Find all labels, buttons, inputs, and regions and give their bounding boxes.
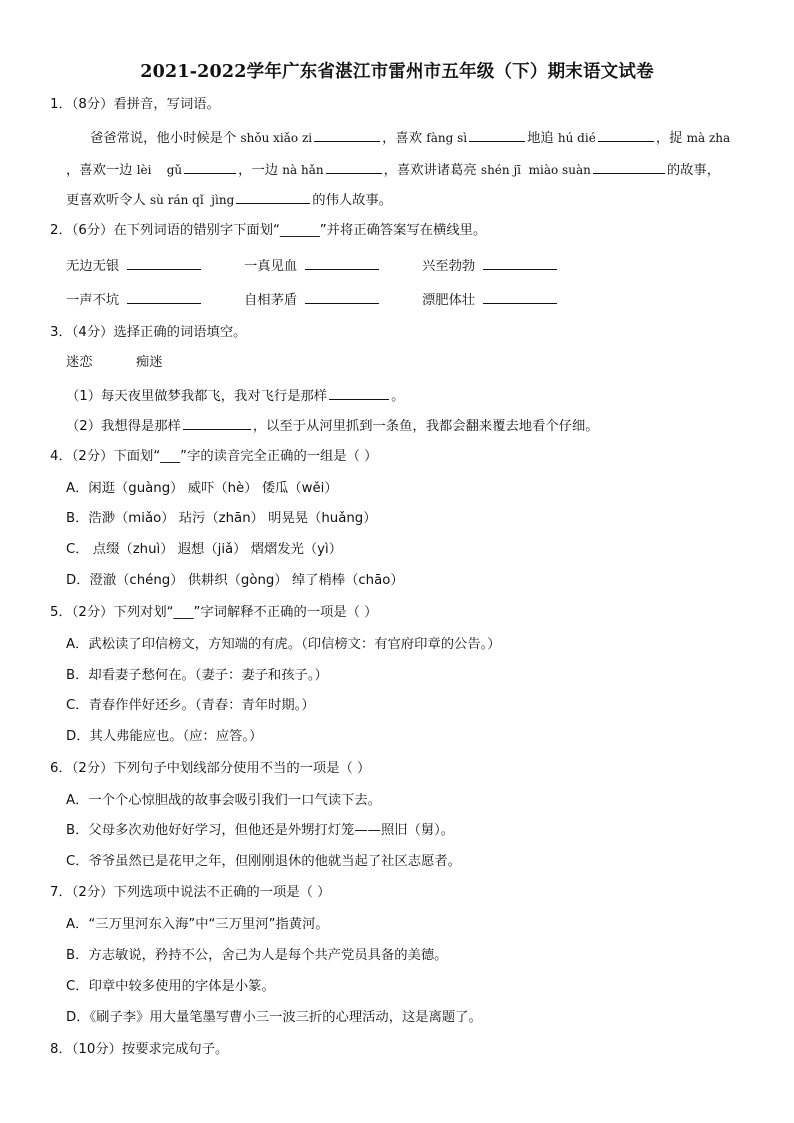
question-3-sentence-1 bbox=[66, 386, 404, 406]
option-b: B．父母多次劝他好好学习，但他还是外甥打灯笼——照旧（舅）。 bbox=[66, 823, 455, 838]
q1-text: 爸爸常说，他小时候是个 bbox=[90, 131, 241, 146]
word-item bbox=[422, 256, 559, 276]
q1-text: 地追 bbox=[527, 131, 558, 146]
q1-text: 的伟人故事。 bbox=[312, 193, 393, 208]
word-item bbox=[422, 290, 559, 310]
word-item bbox=[66, 256, 203, 276]
question-5-heading: 5．（2分）下列对划“___”字词解释不正确的一项是（ ） bbox=[50, 605, 378, 620]
answer-blank[interactable] bbox=[329, 386, 389, 400]
option-b: B．浩渺（miǎo） 玷污（zhān） 明晃晃（huǎng） bbox=[66, 511, 377, 526]
q3-text: （1）每天夜里做梦我都飞，我对飞行是那样 bbox=[66, 389, 328, 404]
question-2-heading: 2．（6分）在下列词语的错别字下面划“______”并将正确答案写在横线里。 bbox=[50, 223, 487, 238]
q1-text: 的故事， bbox=[666, 163, 721, 178]
word: 一真见血 bbox=[244, 259, 298, 274]
question-1-line-1 bbox=[90, 128, 730, 148]
question-7-heading: 7．（2分）下列选项中说法不正确的一项是（ ） bbox=[50, 885, 331, 900]
question-3-heading: 3．（4分）选择正确的词语填空。 bbox=[50, 325, 247, 340]
question-1-line-3 bbox=[66, 190, 392, 210]
word: 兴至勃勃 bbox=[422, 259, 476, 274]
question-8-heading: 8．（10分）按要求完成句子。 bbox=[50, 1042, 229, 1057]
answer-blank[interactable] bbox=[236, 190, 310, 204]
word-item bbox=[66, 290, 203, 310]
pinyin: shǒu xiǎo zi bbox=[240, 131, 313, 145]
word-item bbox=[244, 290, 381, 310]
pinyin: hú dié bbox=[557, 131, 596, 145]
q3-text: 。 bbox=[391, 389, 405, 404]
exam-title: 2021-2022学年广东省湛江市雷州市五年级（下）期末语文试卷 bbox=[140, 62, 654, 82]
option-c: C． 点缀（zhuì） 遐想（jiǎ） 熠熠发光（yì） bbox=[66, 542, 343, 557]
pinyin: lèi gǔ bbox=[136, 163, 183, 177]
q1-text: ，喜欢 bbox=[382, 131, 427, 146]
answer-blank[interactable] bbox=[305, 256, 379, 270]
answer-blank[interactable] bbox=[469, 128, 525, 142]
question-6-heading: 6．（2分）下列句子中划线部分使用不当的一项是（ ） bbox=[50, 761, 371, 776]
option-a: A．武松读了印信榜文，方知端的有虎。（印信榜文：有官府印章的公告。） bbox=[66, 637, 501, 652]
answer-blank[interactable] bbox=[127, 290, 201, 304]
answer-blank[interactable] bbox=[326, 160, 382, 174]
option-d: D．《刷子李》用大量笔墨写曹小三一波三折的心理活动，这是离题了。 bbox=[66, 1010, 482, 1025]
option-b: B．方志敏说，矜持不公，舍己为人是每个共产党员具备的美德。 bbox=[66, 948, 448, 963]
q1-text: 更喜欢听令人 bbox=[66, 193, 151, 208]
answer-blank[interactable] bbox=[183, 416, 251, 430]
answer-blank[interactable] bbox=[483, 290, 557, 304]
q1-text: ，喜欢讲诸葛亮 bbox=[383, 163, 481, 178]
q1-text: ，捉 bbox=[655, 131, 687, 146]
word: 漂肥体壮 bbox=[422, 293, 476, 308]
answer-blank[interactable] bbox=[483, 256, 557, 270]
answer-blank[interactable] bbox=[314, 128, 380, 142]
option-a: A．“三万里河东入海”中“三万里河”指黄河。 bbox=[66, 917, 329, 932]
word: 无边无银 bbox=[66, 259, 120, 274]
word: 自相茅盾 bbox=[244, 293, 298, 308]
question-3-sentence-2 bbox=[66, 416, 599, 436]
question-1-line-2 bbox=[66, 160, 720, 180]
answer-blank[interactable] bbox=[598, 128, 654, 142]
option-a: A．一个个心惊胆战的故事会吸引我们一口气读下去。 bbox=[66, 793, 381, 808]
word: 一声不坑 bbox=[66, 293, 120, 308]
answer-blank[interactable] bbox=[305, 290, 379, 304]
answer-blank[interactable] bbox=[127, 256, 201, 270]
option-d: D．其人弗能应也。（应：应答。） bbox=[66, 729, 263, 744]
q1-text: ，喜欢一边 bbox=[66, 163, 137, 178]
answer-blank[interactable] bbox=[184, 160, 236, 174]
option-d: D．澄澈（chéng） 供耕织（gòng） 绰了梢棒（chāo） bbox=[66, 573, 404, 588]
q3-text: （2）我想得是那样 bbox=[66, 419, 181, 434]
q3-text: ，以至于从河里抓到一条鱼，我都会翻来覆去地看个仔细。 bbox=[252, 419, 599, 434]
word-option: 痴迷 bbox=[136, 355, 163, 370]
option-a: A．闲逛（guàng） 威吓（hè） 倭瓜（wěi） bbox=[66, 481, 338, 496]
pinyin: nà hǎn bbox=[282, 163, 324, 177]
pinyin: shén jī miào suàn bbox=[480, 163, 591, 177]
pinyin: sù rán qǐ jìng bbox=[150, 193, 235, 207]
option-b: B．却看妻子愁何在。（妻子：妻子和孩子。） bbox=[66, 668, 328, 683]
answer-blank[interactable] bbox=[593, 160, 665, 174]
pinyin: mà zha bbox=[686, 131, 731, 145]
word-item bbox=[244, 256, 381, 276]
option-c: C．青春作伴好还乡。（青春：青年时期。） bbox=[66, 698, 315, 713]
word-option: 迷恋 bbox=[66, 355, 93, 370]
question-4-heading: 4．（2分）下面划“___”字的读音完全正确的一组是（ ） bbox=[50, 449, 378, 464]
pinyin: fàng sì bbox=[426, 131, 468, 145]
option-c: C．爷爷虽然已是花甲之年，但刚刚退休的他就当起了社区志愿者。 bbox=[66, 854, 461, 869]
option-c: C．印章中较多使用的字体是小篆。 bbox=[66, 979, 275, 994]
q1-text: ，一边 bbox=[238, 163, 283, 178]
question-1-heading: 1．（8分）看拼音，写词语。 bbox=[50, 97, 220, 112]
